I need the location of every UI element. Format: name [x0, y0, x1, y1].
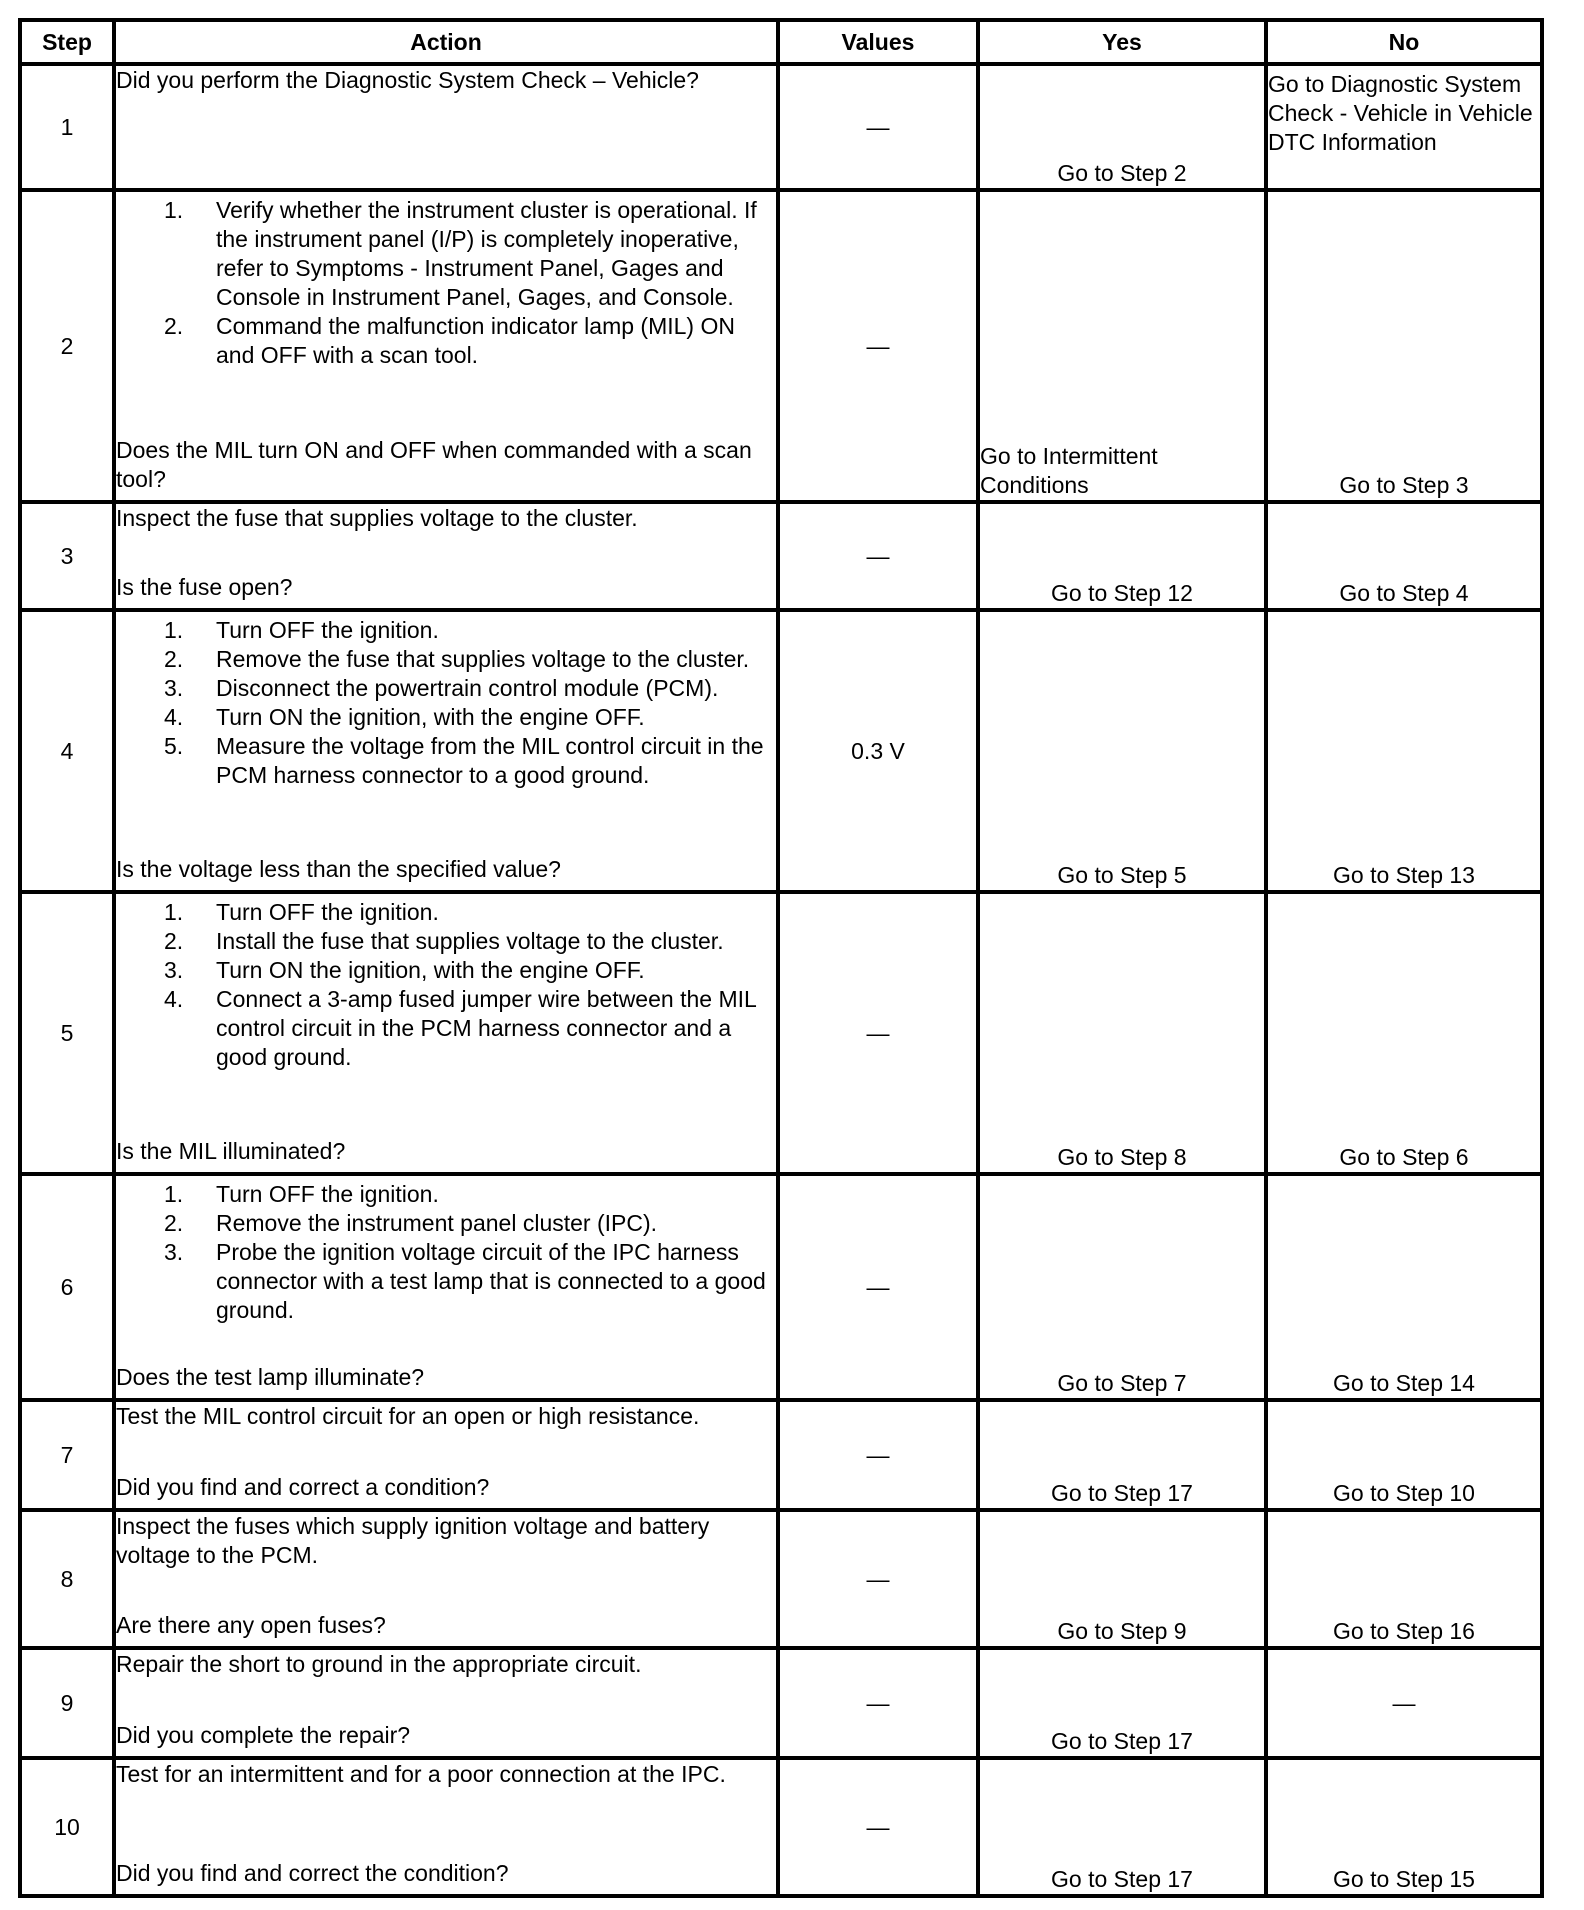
- yes-cell: Go to Step 17: [978, 1400, 1266, 1510]
- yes-cell: Go to Step 5: [978, 610, 1266, 892]
- value-cell: —: [778, 64, 978, 190]
- no-cell: —: [1266, 1648, 1542, 1758]
- action-cell: [114, 610, 778, 892]
- action-steps-list: [116, 898, 776, 1072]
- step-number: 9: [20, 1648, 114, 1758]
- action-cell: [114, 892, 778, 1174]
- action-question: Does the MIL turn ON and OFF when commanded with a scan tool?: [116, 437, 752, 492]
- no-cell: Go to Step 6: [1266, 892, 1542, 1174]
- no-cell: Go to Step 10: [1266, 1400, 1542, 1510]
- action-question: Did you complete the repair?: [116, 1722, 411, 1748]
- yes-cell: Go to Step 12: [978, 502, 1266, 610]
- action-step: Measure the voltage from the MIL control circuit in the PCM harness connector to a good ground.: [216, 733, 764, 788]
- value-cell: —: [778, 1400, 978, 1510]
- action-question: Are there any open fuses?: [116, 1612, 386, 1638]
- action-step: Turn ON the ignition, with the engine OFF.: [216, 957, 645, 983]
- yes-cell: Go to Step 17: [978, 1758, 1266, 1896]
- step-number: 8: [20, 1510, 114, 1648]
- step-number: 10: [20, 1758, 114, 1896]
- action-question: Is the voltage less than the specified value?: [116, 856, 561, 882]
- action-cell: [114, 1510, 778, 1648]
- yes-cell: Go to Step 17: [978, 1648, 1266, 1758]
- action-step: Turn OFF the ignition.: [216, 899, 439, 925]
- action-step: Disconnect the powertrain control module (PCM).: [216, 675, 719, 701]
- action-text: Repair the short to ground in the appropriate circuit.: [116, 1651, 642, 1677]
- table-row: [20, 1174, 1542, 1400]
- table-row: [20, 1510, 1542, 1648]
- header-row: [20, 20, 1542, 64]
- action-steps-list: [116, 616, 776, 790]
- action-question: Did you find and correct the condition?: [116, 1860, 509, 1886]
- yes-cell: Go to Step 2: [978, 64, 1266, 190]
- table-row: [20, 1648, 1542, 1758]
- action-text: Inspect the fuse that supplies voltage to the cluster.: [116, 505, 638, 531]
- step-number: 4: [20, 610, 114, 892]
- action-cell: [114, 502, 778, 610]
- action-step: Remove the instrument panel cluster (IPC).: [216, 1210, 658, 1236]
- action-question: Is the MIL illuminated?: [116, 1138, 346, 1164]
- action-step: Turn OFF the ignition.: [216, 1181, 439, 1207]
- action-cell: [114, 190, 778, 502]
- value-cell: —: [778, 892, 978, 1174]
- table-row: [20, 190, 1542, 502]
- value-cell: —: [778, 502, 978, 610]
- yes-cell: Go to Step 8: [978, 892, 1266, 1174]
- action-step: Connect a 3-amp fused jumper wire between the MIL control circuit in the PCM harness connector and a good ground.: [216, 986, 756, 1070]
- action-text: Did you perform the Diagnostic System Check – Vehicle?: [116, 67, 699, 93]
- action-step: Turn OFF the ignition.: [216, 617, 439, 643]
- step-number: 1: [20, 64, 114, 190]
- value-cell: —: [778, 190, 978, 502]
- value-cell: —: [778, 1510, 978, 1648]
- action-step: Turn ON the ignition, with the engine OFF.: [216, 704, 645, 730]
- action-cell: [114, 1174, 778, 1400]
- action-cell: [114, 1758, 778, 1896]
- diagnostic-table: [18, 18, 1544, 1898]
- action-step: Probe the ignition voltage circuit of the IPC harness connector with a test lamp that is connected to a good ground.: [216, 1239, 766, 1323]
- step-number: 5: [20, 892, 114, 1174]
- no-cell: Go to Step 4: [1266, 502, 1542, 610]
- step-number: 7: [20, 1400, 114, 1510]
- header-no: No: [1266, 20, 1542, 64]
- action-cell: [114, 64, 778, 190]
- action-question: Is the fuse open?: [116, 574, 293, 600]
- table-row: [20, 502, 1542, 610]
- action-text: Test for an intermittent and for a poor connection at the IPC.: [116, 1761, 726, 1787]
- no-cell: Go to Step 3: [1266, 190, 1542, 502]
- action-step: Command the malfunction indicator lamp (MIL) ON and OFF with a scan tool.: [216, 313, 735, 368]
- action-steps-list: [116, 196, 776, 370]
- value-cell: 0.3 V: [778, 610, 978, 892]
- action-cell: [114, 1400, 778, 1510]
- no-cell: Go to Step 14: [1266, 1174, 1542, 1400]
- action-step: Install the fuse that supplies voltage to the cluster.: [216, 928, 724, 954]
- action-question: Does the test lamp illuminate?: [116, 1364, 425, 1390]
- table-row: [20, 64, 1542, 190]
- header-yes: Yes: [978, 20, 1266, 64]
- action-step: Remove the fuse that supplies voltage to the cluster.: [216, 646, 750, 672]
- yes-cell: Go to Step 7: [978, 1174, 1266, 1400]
- step-number: 6: [20, 1174, 114, 1400]
- action-step: Verify whether the instrument cluster is operational. If the instrument panel (I/P) is completely inoperative, refer to Symptoms - Instrument Panel, Gages and Console in Instrument Panel, Gages, and Console.: [216, 197, 757, 310]
- action-cell: [114, 1648, 778, 1758]
- no-cell: Go to Step 13: [1266, 610, 1542, 892]
- step-number: 2: [20, 190, 114, 502]
- no-cell: Go to Diagnostic System Check - Vehicle in Vehicle DTC Information: [1266, 64, 1542, 190]
- no-cell: Go to Step 16: [1266, 1510, 1542, 1648]
- value-cell: —: [778, 1758, 978, 1896]
- header-step: Step: [20, 20, 114, 64]
- table-row: [20, 892, 1542, 1174]
- table-row: [20, 1400, 1542, 1510]
- yes-cell: Go to Intermittent Conditions: [978, 190, 1266, 502]
- action-text: Test the MIL control circuit for an open or high resistance.: [116, 1403, 700, 1429]
- no-cell: Go to Step 15: [1266, 1758, 1542, 1896]
- header-values: Values: [778, 20, 978, 64]
- action-text: Inspect the fuses which supply ignition voltage and battery voltage to the PCM.: [116, 1513, 710, 1568]
- step-number: 3: [20, 502, 114, 610]
- yes-cell: Go to Step 9: [978, 1510, 1266, 1648]
- table-row: [20, 610, 1542, 892]
- action-steps-list: [116, 1180, 776, 1325]
- value-cell: —: [778, 1174, 978, 1400]
- table-row: [20, 1758, 1542, 1896]
- header-action: Action: [114, 20, 778, 64]
- value-cell: —: [778, 1648, 978, 1758]
- action-question: Did you find and correct a condition?: [116, 1474, 490, 1500]
